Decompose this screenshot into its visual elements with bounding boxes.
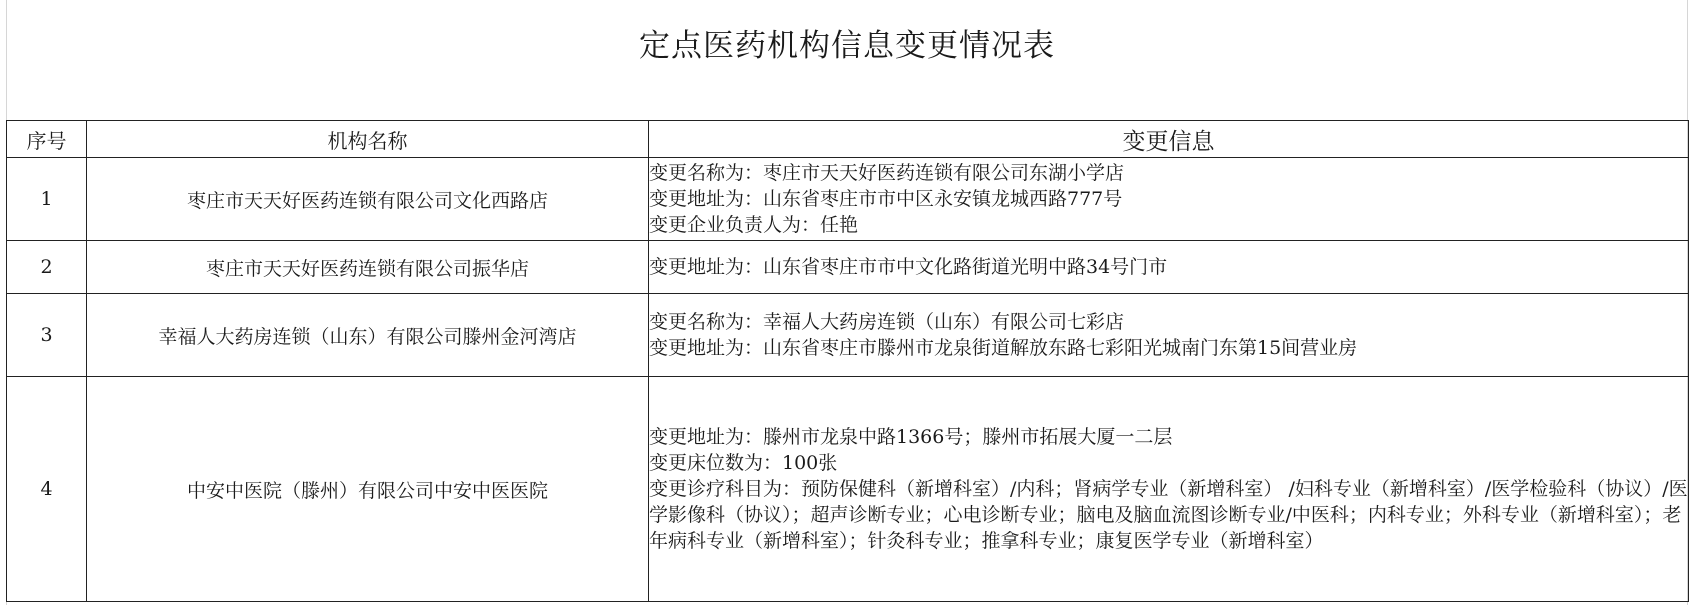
institution-name: 幸福人大药房连锁（山东）有限公司滕州金河湾店 [87, 294, 649, 377]
change-line: 变更床位数为：100张 [649, 452, 838, 474]
row-number: 1 [7, 158, 87, 241]
table-row [7, 158, 1689, 241]
header-change: 变更信息 [649, 121, 1689, 158]
header-name: 机构名称 [87, 121, 649, 158]
page-title: 定点医药机构信息变更情况表 [639, 28, 1055, 64]
table-row [7, 294, 1689, 377]
change-line: 变更地址为：滕州市龙泉中路1366号；滕州市拓展大厦一二层 [649, 426, 1173, 448]
table-row [7, 377, 1689, 602]
change-line: 变更名称为：枣庄市天天好医药连锁有限公司东湖小学店 [649, 162, 1125, 184]
change-line: 变更地址为：山东省枣庄市市中文化路街道光明中路34号门市 [649, 256, 1168, 278]
change-line: 变更诊疗科目为：预防保健科（新增科室）/内科；肾病学专业（新增科室） /妇科专业（新增科室）/医学检验科（协议）/医学影像科（协议）；超声诊断专业；心电诊断专业；脑电及脑血流图诊断专业/中医科；内科专业；外科专业（新增科室）；老年病科专业（新增科室）；针灸科专业；推拿科专业；康复医学专业（新增科室） [649, 478, 1688, 552]
change-line: 变更地址为：山东省枣庄市市中区永安镇龙城西路777号 [649, 188, 1123, 210]
change-info [649, 294, 1689, 377]
institution-name: 中安中医院（滕州）有限公司中安中医医院 [87, 377, 649, 602]
change-info [649, 377, 1689, 602]
institution-name: 枣庄市天天好医药连锁有限公司振华店 [87, 241, 649, 294]
change-line: 变更地址为：山东省枣庄市滕州市龙泉街道解放东路七彩阳光城南门东第15间营业房 [649, 337, 1358, 359]
header-row [7, 121, 1689, 158]
change-info [649, 241, 1689, 294]
row-number: 2 [7, 241, 87, 294]
row-number: 4 [7, 377, 87, 602]
institution-name: 枣庄市天天好医药连锁有限公司文化西路店 [87, 158, 649, 241]
row-number: 3 [7, 294, 87, 377]
header-no: 序号 [7, 121, 87, 158]
table-row [7, 241, 1689, 294]
change-info [649, 158, 1689, 241]
change-line: 变更企业负责人为：任艳 [649, 214, 859, 236]
change-line: 变更名称为：幸福人大药房连锁（山东）有限公司七彩店 [649, 311, 1125, 333]
info-table [6, 120, 1689, 602]
